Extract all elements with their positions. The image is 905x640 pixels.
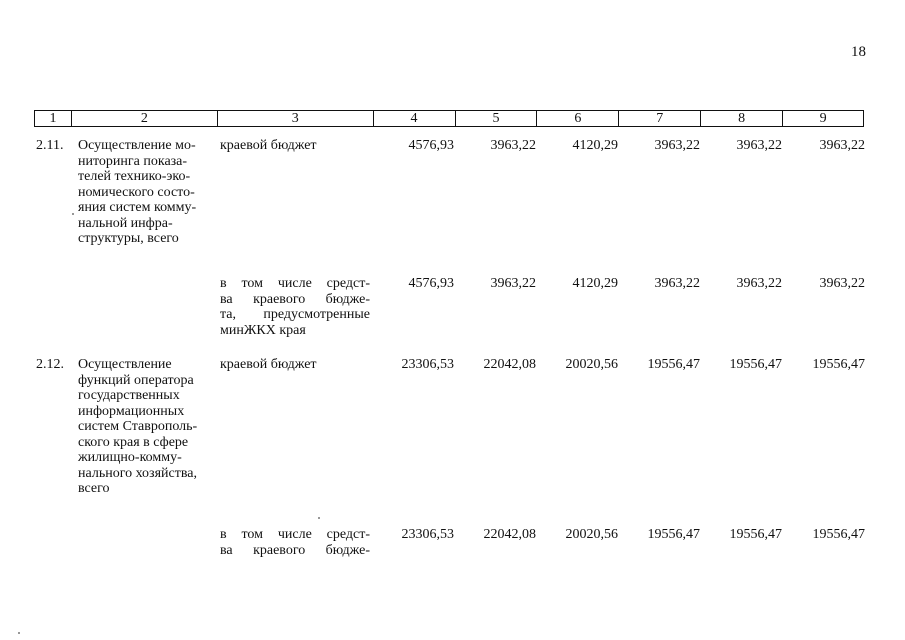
table-header-row <box>34 110 864 127</box>
header-col-9: 9 <box>783 111 864 126</box>
row-value-col4: 4576,93 <box>408 138 454 153</box>
header-col-8: 8 <box>701 111 783 126</box>
row-value-col5: 3963,22 <box>490 138 536 153</box>
header-col-6: 6 <box>537 111 619 126</box>
scan-speck <box>18 632 20 634</box>
row-value-col8: 19556,47 <box>729 357 782 372</box>
row-source: краевой бюджет <box>220 357 317 372</box>
page-number: 18 <box>851 44 866 60</box>
row-value-col8: 19556,47 <box>729 527 782 542</box>
row-value-col6: 4120,29 <box>572 138 618 153</box>
row-value-col4: 23306,53 <box>401 527 454 542</box>
row-value-col5: 22042,08 <box>483 357 536 372</box>
row-value-col8: 3963,22 <box>736 138 782 153</box>
row-value-col6: 4120,29 <box>572 276 618 291</box>
header-col-5: 5 <box>456 111 538 126</box>
row-value-col9: 19556,47 <box>812 527 865 542</box>
row-value-col9: 3963,22 <box>819 138 865 153</box>
row-source: в том числе средст- ва краевого бюдже- та, предусмотренные минЖКХ края <box>220 276 370 338</box>
row-description: Осуществление мо- ниторинга показа- телей технико-эко- номического состо- яния систем комму- нальной инфра- структуры, всего <box>78 138 197 246</box>
row-description: Осуществление функций оператора государственных информационных систем Ставрополь- ского края в сфере жилищно-комму- нального хозяйства, всего <box>78 357 198 496</box>
row-value-col8: 3963,22 <box>736 276 782 291</box>
header-col-3: 3 <box>218 111 374 126</box>
row-value-col7: 19556,47 <box>647 527 700 542</box>
row-value-col5: 22042,08 <box>483 527 536 542</box>
header-col-1: 1 <box>35 111 72 126</box>
scan-speck <box>72 213 74 215</box>
row-value-col7: 19556,47 <box>647 357 700 372</box>
row-value-col5: 3963,22 <box>490 276 536 291</box>
row-code: 2.11. <box>36 138 64 153</box>
row-code: 2.12. <box>36 357 64 372</box>
header-col-7: 7 <box>619 111 701 126</box>
row-source: в том числе средст- ва краевого бюдже- <box>220 527 370 558</box>
row-source: краевой бюджет <box>220 138 317 153</box>
row-value-col7: 3963,22 <box>654 276 700 291</box>
row-value-col6: 20020,56 <box>565 527 618 542</box>
row-value-col4: 4576,93 <box>408 276 454 291</box>
header-col-4: 4 <box>374 111 456 126</box>
row-value-col9: 3963,22 <box>819 276 865 291</box>
header-col-2: 2 <box>72 111 218 126</box>
row-value-col4: 23306,53 <box>401 357 454 372</box>
row-value-col9: 19556,47 <box>812 357 865 372</box>
row-value-col6: 20020,56 <box>565 357 618 372</box>
row-value-col7: 3963,22 <box>654 138 700 153</box>
scan-speck <box>318 517 320 519</box>
